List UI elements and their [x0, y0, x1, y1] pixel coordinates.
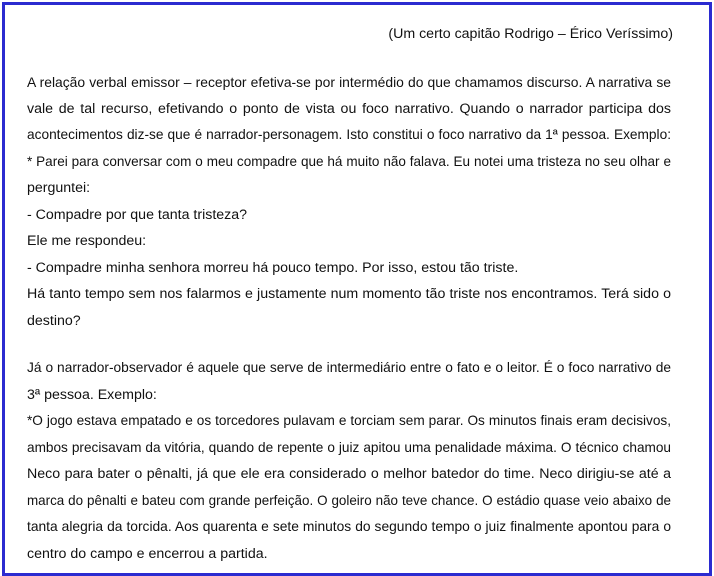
text-line: Há tanto tempo sem nos falarmos e justamente num momento tão triste nos encontramos. Terá sido o — [27, 286, 671, 302]
text-line: - Compadre minha senhora morreu há pouco tempo. Por isso, estou tão triste. — [27, 259, 519, 276]
text-line: *O jogo estava empatado e os torcedores pulavam e torciam sem parar. Os minutos finais eram decisivos, — [27, 413, 671, 428]
text-line: - Compadre por que tanta tristeza? — [27, 206, 248, 223]
document-frame — [2, 2, 712, 576]
text-line: vale de tal recurso, efetivando o ponto de vista ou foco narrativo. Quando o narrador participa dos — [27, 100, 671, 117]
text-line: perguntei: — [27, 180, 91, 196]
text-line: tanta alegria da torcida. Aos quarenta e sete minutos do segundo tempo o juiz finalmente apontou para o — [27, 519, 671, 534]
paragraph-first-person — [27, 69, 671, 334]
text-line: centro do campo e encerrou a partida. — [27, 545, 268, 562]
paragraph-third-person — [27, 355, 671, 567]
text-line: marca do pênalti e bateu com grande perfeição. O goleiro não teve chance. O estádio quase veio abaixo de — [27, 492, 671, 508]
text-line: Neco para bater o pênalti, já que ele era considerado o melhor batedor do time. Neco dirigiu-se até a — [27, 466, 671, 482]
text-line: Já o narrador-observador é aquele que serve de intermediário entre o fato e o leitor. É o foco narrativo de — [27, 360, 671, 375]
source-credit: (Um certo capitão Rodrigo – Érico Veríssimo) — [388, 26, 673, 42]
text-line: ambos precisavam da vitória, quando de repente o juiz apitou uma penalidade máxima. O técnico chamou — [27, 439, 671, 455]
text-line: destino? — [27, 312, 81, 329]
text-line: Ele me respondeu: — [27, 233, 147, 249]
text-line: * Parei para conversar com o meu compadre que há muito não falava. Eu notei uma tristeza no seu olhar e — [27, 153, 671, 169]
text-line: A relação verbal emissor – receptor efetiva-se por intermédio do que chamamos discurso. A narrativa se — [27, 74, 671, 90]
text-line: 3ª pessoa. Exemplo: — [27, 386, 157, 403]
text-line: acontecimentos diz-se que é narrador-personagem. Isto constitui o foco narrativo da 1ª pessoa. Exemplo: — [27, 127, 671, 142]
